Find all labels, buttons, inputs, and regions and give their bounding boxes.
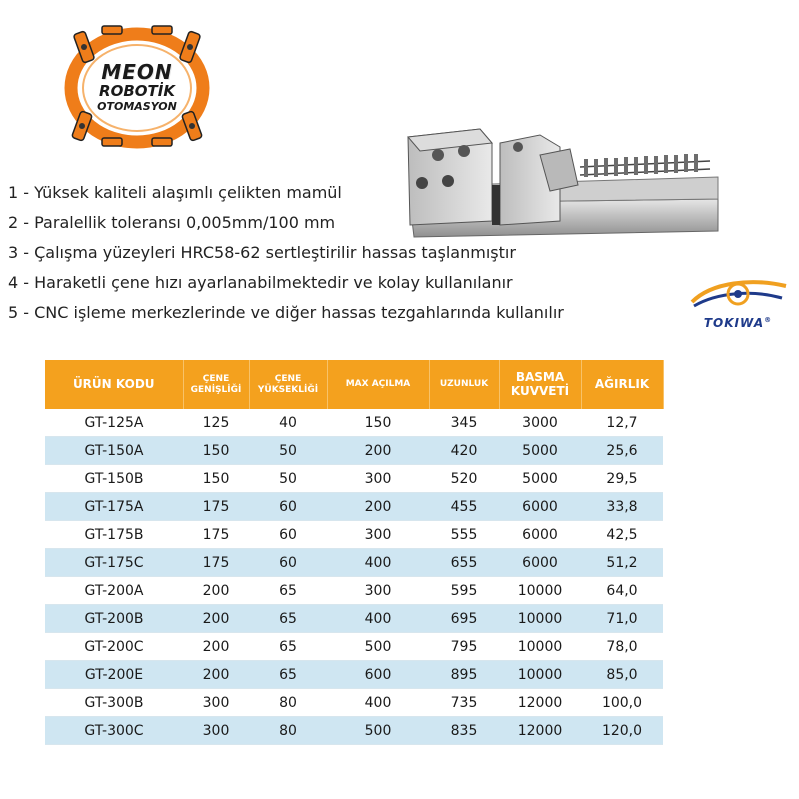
cell-product-code: GT-200B	[45, 605, 183, 633]
header-clamping-force: BASMA KUVVETİ	[499, 360, 581, 409]
feature-list	[8, 178, 564, 328]
table-row	[45, 717, 663, 745]
cell-clamping-force: 6000	[499, 549, 581, 577]
feature-item: 5 - CNC işleme merkezlerinde ve diğer hassas tezgahlarında kullanılır	[8, 303, 564, 322]
tokiwa-swirl-icon	[682, 272, 794, 316]
cell-clamping-force: 10000	[499, 633, 581, 661]
cell-jaw-width: 175	[183, 493, 249, 521]
logo-line-otomasyon: OTOMASYON	[97, 100, 177, 113]
spec-table	[45, 360, 664, 745]
cell-max-opening: 500	[327, 633, 429, 661]
cell-weight: 42,5	[581, 521, 663, 549]
cell-weight: 51,2	[581, 549, 663, 577]
cell-jaw-width: 200	[183, 661, 249, 689]
cell-clamping-force: 12000	[499, 689, 581, 717]
cell-clamping-force: 5000	[499, 437, 581, 465]
tokiwa-registered-mark: ®	[764, 316, 773, 324]
cell-clamping-force: 5000	[499, 465, 581, 493]
cell-jaw-height: 65	[249, 577, 327, 605]
feature-item: 3 - Çalışma yüzeyleri HRC58-62 sertleştirilir hassas taşlanmıştır	[8, 243, 516, 262]
cell-max-opening: 500	[327, 717, 429, 745]
cell-product-code: GT-150B	[45, 465, 183, 493]
cell-length: 520	[429, 465, 499, 493]
cell-product-code: GT-125A	[45, 409, 183, 437]
cell-max-opening: 600	[327, 661, 429, 689]
cell-length: 555	[429, 521, 499, 549]
logo-wordmark	[62, 62, 212, 112]
cell-jaw-width: 125	[183, 409, 249, 437]
tokiwa-wordmark	[682, 316, 794, 330]
cell-product-code: GT-150A	[45, 437, 183, 465]
cell-jaw-height: 60	[249, 493, 327, 521]
table-row	[45, 605, 663, 633]
cell-clamping-force: 6000	[499, 493, 581, 521]
tokiwa-logo	[682, 272, 794, 334]
cell-length: 735	[429, 689, 499, 717]
cell-max-opening: 400	[327, 549, 429, 577]
cell-weight: 71,0	[581, 605, 663, 633]
cell-jaw-width: 300	[183, 689, 249, 717]
cell-jaw-height: 80	[249, 689, 327, 717]
cell-product-code: GT-300B	[45, 689, 183, 717]
table-row	[45, 465, 663, 493]
header-max-opening: MAX AÇILMA	[327, 360, 429, 409]
cell-length: 420	[429, 437, 499, 465]
cell-clamping-force: 10000	[499, 605, 581, 633]
cell-max-opening: 300	[327, 465, 429, 493]
cell-clamping-force: 3000	[499, 409, 581, 437]
header-product-code: ÜRÜN KODU	[45, 360, 183, 409]
table-header-row	[45, 360, 663, 409]
cell-max-opening: 200	[327, 493, 429, 521]
cell-length: 595	[429, 577, 499, 605]
table-body	[45, 409, 663, 745]
cell-product-code: GT-300C	[45, 717, 183, 745]
header-jaw-width: ÇENE GENİŞLİĞİ	[183, 360, 249, 409]
cell-jaw-width: 300	[183, 717, 249, 745]
cell-max-opening: 400	[327, 605, 429, 633]
cell-jaw-width: 150	[183, 465, 249, 493]
feature-item: 4 - Haraketli çene hızı ayarlanabilmektedir ve kolay kullanılanır	[8, 273, 513, 292]
cell-jaw-height: 50	[249, 465, 327, 493]
cell-product-code: GT-200A	[45, 577, 183, 605]
table-row	[45, 409, 663, 437]
cell-jaw-width: 200	[183, 605, 249, 633]
cell-jaw-height: 40	[249, 409, 327, 437]
logo-line-robotik: ROBOTİK	[99, 82, 175, 100]
cell-weight: 85,0	[581, 661, 663, 689]
logo-line-meon: MEON	[101, 60, 173, 84]
cell-clamping-force: 12000	[499, 717, 581, 745]
feature-item: 2 - Paralellik toleransı 0,005mm/100 mm	[8, 213, 336, 232]
cell-jaw-height: 65	[249, 633, 327, 661]
cell-jaw-height: 65	[249, 605, 327, 633]
header-weight: AĞIRLIK	[581, 360, 663, 409]
cell-length: 695	[429, 605, 499, 633]
cell-length: 345	[429, 409, 499, 437]
cell-product-code: GT-175C	[45, 549, 183, 577]
cell-weight: 78,0	[581, 633, 663, 661]
cell-jaw-width: 200	[183, 577, 249, 605]
table-row	[45, 521, 663, 549]
cell-jaw-width: 150	[183, 437, 249, 465]
table-row	[45, 689, 663, 717]
cell-weight: 120,0	[581, 717, 663, 745]
cell-length: 655	[429, 549, 499, 577]
cell-max-opening: 300	[327, 577, 429, 605]
cell-weight: 29,5	[581, 465, 663, 493]
cell-clamping-force: 6000	[499, 521, 581, 549]
header-length: UZUNLUK	[429, 360, 499, 409]
cell-length: 835	[429, 717, 499, 745]
cell-jaw-height: 50	[249, 437, 327, 465]
cell-product-code: GT-175A	[45, 493, 183, 521]
cell-weight: 12,7	[581, 409, 663, 437]
table-row	[45, 437, 663, 465]
cell-product-code: GT-200C	[45, 633, 183, 661]
table-row	[45, 661, 663, 689]
cell-jaw-width: 175	[183, 549, 249, 577]
header-jaw-height: ÇENE YÜKSEKLİĞİ	[249, 360, 327, 409]
cell-jaw-height: 80	[249, 717, 327, 745]
cell-weight: 33,8	[581, 493, 663, 521]
cell-weight: 64,0	[581, 577, 663, 605]
table-row	[45, 549, 663, 577]
cell-max-opening: 200	[327, 437, 429, 465]
cell-max-opening: 150	[327, 409, 429, 437]
tokiwa-name: TOKIWA	[703, 316, 765, 330]
table-row	[45, 577, 663, 605]
cell-jaw-width: 175	[183, 521, 249, 549]
cell-jaw-height: 60	[249, 549, 327, 577]
cell-length: 455	[429, 493, 499, 521]
cell-length: 795	[429, 633, 499, 661]
meon-robotik-logo	[62, 22, 212, 150]
cell-weight: 100,0	[581, 689, 663, 717]
cell-jaw-width: 200	[183, 633, 249, 661]
cell-product-code: GT-200E	[45, 661, 183, 689]
cell-jaw-height: 65	[249, 661, 327, 689]
feature-item: 1 - Yüksek kaliteli alaşımlı çelikten mamül	[8, 183, 342, 202]
cell-clamping-force: 10000	[499, 661, 581, 689]
table-row	[45, 493, 663, 521]
cell-max-opening: 300	[327, 521, 429, 549]
cell-length: 895	[429, 661, 499, 689]
cell-weight: 25,6	[581, 437, 663, 465]
cell-max-opening: 400	[327, 689, 429, 717]
cell-jaw-height: 60	[249, 521, 327, 549]
table-row	[45, 633, 663, 661]
cell-product-code: GT-175B	[45, 521, 183, 549]
cell-clamping-force: 10000	[499, 577, 581, 605]
